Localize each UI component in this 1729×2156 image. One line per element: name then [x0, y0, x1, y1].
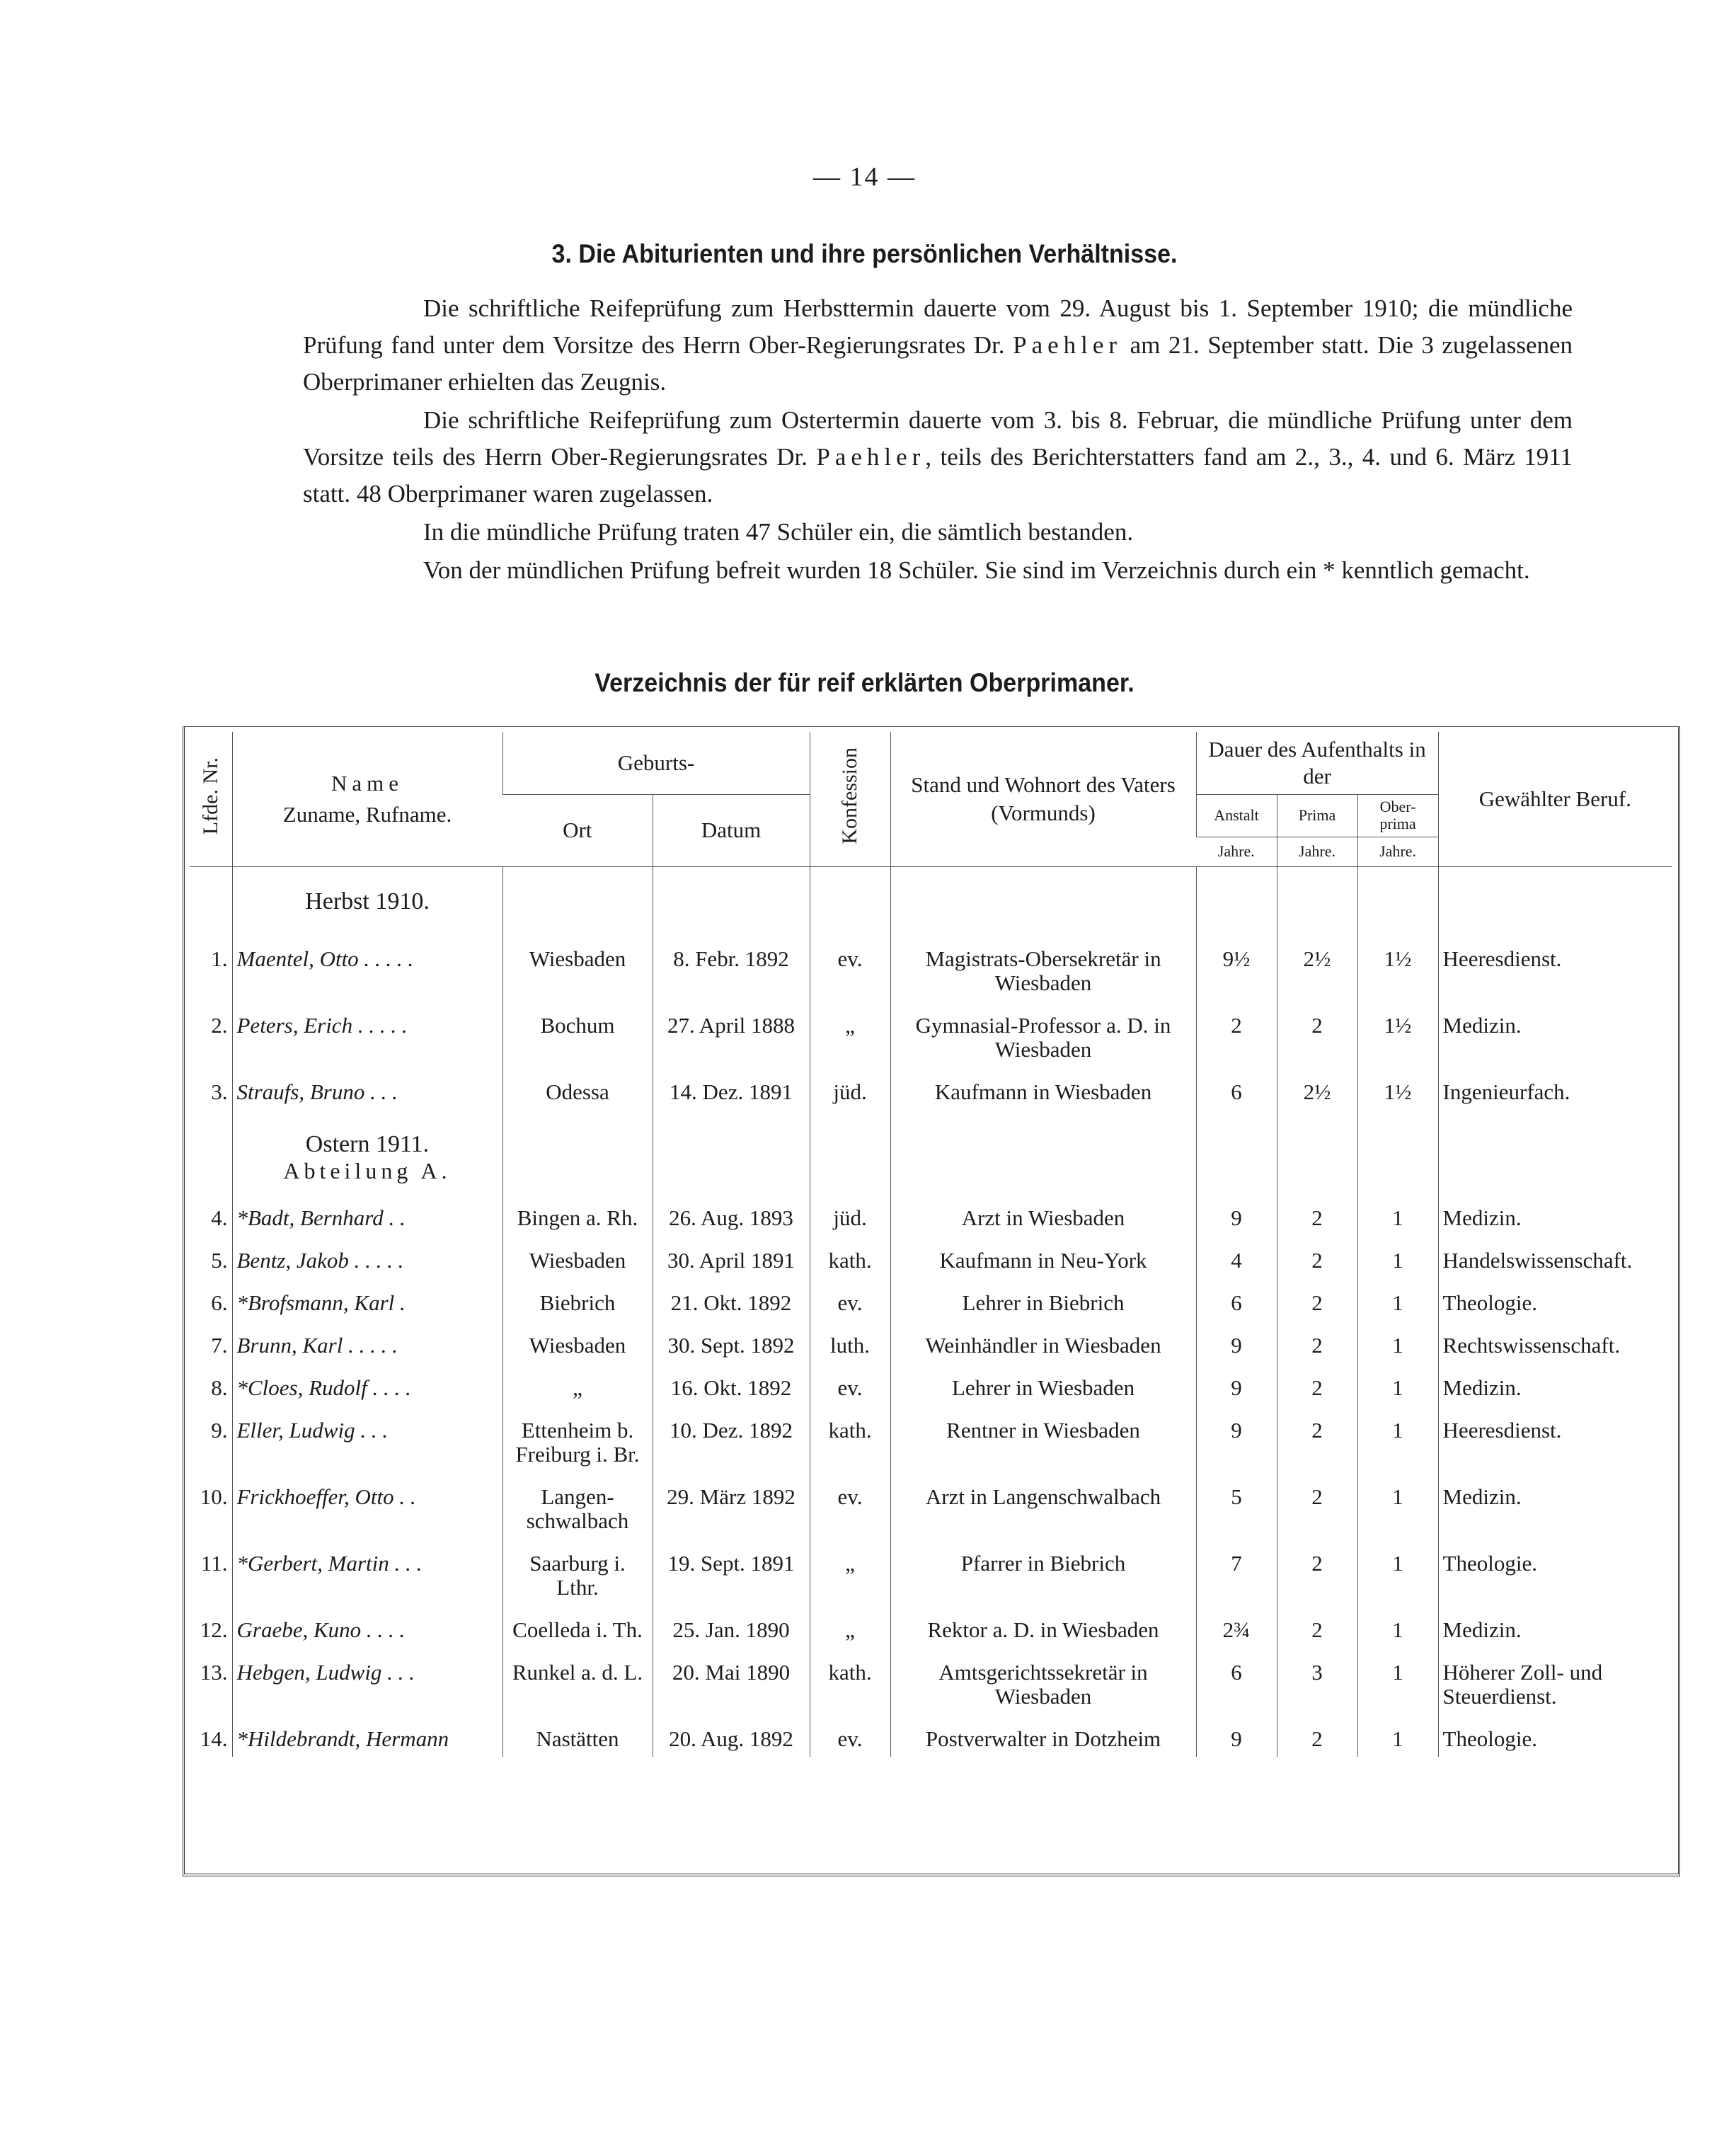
years-anstalt: 6: [1196, 1648, 1277, 1714]
section-title: 3. Die Abiturienten und ihre persönlichen Verhältnisse.: [551, 239, 1178, 268]
header-jahre-prima: Jahre.: [1277, 837, 1357, 866]
table-body-ostern: [190, 1110, 1672, 1193]
header-ort: Ort: [502, 794, 653, 866]
examiner-name: Paehler: [816, 443, 926, 471]
confession: luth.: [810, 1321, 890, 1363]
confession: ev.: [810, 1472, 890, 1539]
chosen-profession: Ingenieurfach.: [1438, 1067, 1672, 1110]
birth-place: „: [502, 1363, 653, 1406]
chosen-profession: Medizin.: [1438, 1363, 1672, 1406]
chosen-profession: Medizin.: [1438, 1001, 1672, 1067]
years-anstalt: 4: [1196, 1236, 1277, 1278]
group-row-abteilung: [190, 1158, 1672, 1193]
years-oberprima: 1: [1357, 1321, 1438, 1363]
birth-place: Ettenheim b. Freiburg i. Br.: [502, 1406, 653, 1472]
years-anstalt: 9: [1196, 1714, 1277, 1757]
student-name: Graebe, Kuno . . . .: [232, 1605, 502, 1648]
father-occupation: Arzt in Wiesbaden: [890, 1193, 1196, 1236]
birth-date: 25. Jan. 1890: [653, 1605, 810, 1648]
header-jahre-oberprima: Jahre.: [1357, 837, 1438, 866]
table-row: [190, 1605, 1672, 1648]
chosen-profession: Theologie.: [1438, 1714, 1672, 1757]
table-row: [190, 1406, 1672, 1472]
confession: ev.: [810, 934, 890, 1001]
years-anstalt: 2: [1196, 1001, 1277, 1067]
intro-paragraph-3: In die mündliche Prüfung traten 47 Schüler ein, die sämtlich bestanden.: [423, 518, 1134, 546]
years-anstalt: 9½: [1196, 934, 1277, 1001]
years-prima: 2: [1277, 1278, 1357, 1321]
student-name: Frickhoeffer, Otto . .: [232, 1472, 502, 1539]
student-name: *Cloes, Rudolf . . . .: [232, 1363, 502, 1406]
father-occupation: Kaufmann in Wiesbaden: [890, 1067, 1196, 1110]
confession: „: [810, 1001, 890, 1067]
intro-paragraph-1: [303, 290, 1573, 401]
years-prima: 2: [1277, 1236, 1357, 1278]
years-oberprima: 1½: [1357, 1001, 1438, 1067]
father-occupation: Lehrer in Biebrich: [890, 1278, 1196, 1321]
header-stand: Stand und Wohnort des Vaters (Vormunds): [890, 732, 1196, 866]
confession: kath.: [810, 1236, 890, 1278]
birth-place: Wiesbaden: [502, 1321, 653, 1363]
birth-date: 30. April 1891: [653, 1236, 810, 1278]
birth-place: Bochum: [502, 1001, 653, 1067]
father-occupation: Arzt in Langenschwalbach: [890, 1472, 1196, 1539]
row-number: 1.: [211, 946, 228, 971]
years-oberprima: 1: [1357, 1605, 1438, 1648]
chosen-profession: Heeresdienst.: [1438, 1406, 1672, 1472]
student-name: Straufs, Bruno . . .: [232, 1067, 502, 1110]
confession: „: [810, 1605, 890, 1648]
page-number: — 14 —: [813, 162, 916, 192]
chosen-profession: Höherer Zoll- und Steuerdienst.: [1438, 1648, 1672, 1714]
confession: ev.: [810, 1278, 890, 1321]
father-occupation: Amtsgerichtssekretär in Wiesbaden: [890, 1648, 1196, 1714]
table-row: [190, 1714, 1672, 1757]
years-oberprima: 1: [1357, 1714, 1438, 1757]
student-name: Maentel, Otto . . . . .: [232, 934, 502, 1001]
confession: jüd.: [810, 1193, 890, 1236]
chosen-profession: Handelswissenschaft.: [1438, 1236, 1672, 1278]
table-row: [190, 1648, 1672, 1714]
table-title: Verzeichnis der für reif erklärten Oberprimaner.: [594, 668, 1135, 697]
intro-p2-part-b: , teils des Berichterstatters fand am 2., 3., 4. und 6. März 1911 statt. 48 Oberprimaner waren zugelassen.: [303, 443, 1573, 508]
student-name: *Hildebrandt, Hermann: [232, 1714, 502, 1757]
table-row: [190, 1067, 1672, 1110]
years-oberprima: 1: [1357, 1539, 1438, 1605]
chosen-profession: Heeresdienst.: [1438, 934, 1672, 1001]
intro-text: [303, 290, 1573, 590]
table-row: [190, 1278, 1672, 1321]
birth-date: 20. Aug. 1892: [653, 1714, 810, 1757]
group-heading-herbst: Herbst 1910.: [232, 866, 502, 934]
chosen-profession: Medizin.: [1438, 1472, 1672, 1539]
years-anstalt: 7: [1196, 1539, 1277, 1605]
years-oberprima: 1: [1357, 1363, 1438, 1406]
birth-date: 27. April 1888: [653, 1001, 810, 1067]
years-anstalt: 6: [1196, 1067, 1277, 1110]
years-oberprima: 1½: [1357, 1067, 1438, 1110]
birth-date: 29. März 1892: [653, 1472, 810, 1539]
table-rows-herbst: [190, 934, 1672, 1110]
table-row: [190, 1539, 1672, 1605]
birth-place: Langen- schwalbach: [502, 1472, 653, 1539]
birth-date: 30. Sept. 1892: [653, 1321, 810, 1363]
chosen-profession: Medizin.: [1438, 1605, 1672, 1648]
birth-place: Bingen a. Rh.: [502, 1193, 653, 1236]
years-prima: 2: [1277, 1193, 1357, 1236]
examiner-name: Paehler: [1013, 331, 1122, 359]
intro-p1-part-b: am 21. September statt. Die 3 zugelassenen Oberprimaner erhielten das Zeugnis.: [303, 331, 1573, 396]
row-number: 2.: [211, 1013, 228, 1038]
student-name: *Badt, Bernhard . .: [232, 1193, 502, 1236]
student-name: Peters, Erich . . . . .: [232, 1001, 502, 1067]
years-prima: 2: [1277, 1363, 1357, 1406]
intro-p2-part-a: Die schriftliche Reifeprüfung zum Ostertermin dauerte vom 3. bis 8. Februar, die mündliche Prüfung unter dem Vorsitze teils des Herrn Ober-Regierungsrates Dr.: [303, 406, 1573, 471]
table-row: [190, 1363, 1672, 1406]
header-name-label: Name: [331, 770, 404, 796]
row-number: 9.: [211, 1418, 228, 1443]
confession: ev.: [810, 1714, 890, 1757]
row-number: 13.: [200, 1660, 228, 1685]
header-anstalt: Anstalt: [1196, 794, 1277, 837]
group-heading-ostern: Ostern 1911.: [232, 1110, 502, 1158]
row-number: 7.: [211, 1333, 228, 1358]
birth-date: 26. Aug. 1893: [653, 1193, 810, 1236]
chosen-profession: Theologie.: [1438, 1539, 1672, 1605]
father-occupation: Rentner in Wiesbaden: [890, 1406, 1196, 1472]
father-occupation: Rektor a. D. in Wiesbaden: [890, 1605, 1196, 1648]
row-number: 14.: [200, 1726, 228, 1751]
years-anstalt: 9: [1196, 1406, 1277, 1472]
row-number: 5.: [211, 1248, 228, 1273]
father-occupation: Postverwalter in Dotzheim: [890, 1714, 1196, 1757]
confession: kath.: [810, 1406, 890, 1472]
years-oberprima: 1: [1357, 1193, 1438, 1236]
intro-p1-part-a: Die schriftliche Reifeprüfung zum Herbsttermin dauerte vom 29. August bis 1. September 1910; die mündliche Prüfung fand unter dem Vorsitze des Herrn Ober-Regierungsrates Dr.: [303, 294, 1573, 359]
birth-place: Odessa: [502, 1067, 653, 1110]
confession: „: [810, 1539, 890, 1605]
years-anstalt: 9: [1196, 1321, 1277, 1363]
years-anstalt: 6: [1196, 1278, 1277, 1321]
student-name: *Brofsmann, Karl .: [232, 1278, 502, 1321]
years-oberprima: 1: [1357, 1278, 1438, 1321]
table-row: [190, 1236, 1672, 1278]
birth-date: 14. Dez. 1891: [653, 1067, 810, 1110]
header-row-1: [190, 732, 1672, 794]
student-name: *Gerbert, Martin . . .: [232, 1539, 502, 1605]
birth-place: Saarburg i. Lthr.: [502, 1539, 653, 1605]
group-heading-abteilung: Abteilung A.: [232, 1158, 502, 1193]
birth-place: Wiesbaden: [502, 1236, 653, 1278]
years-anstalt: 5: [1196, 1472, 1277, 1539]
header-name-sub: Zuname, Rufname.: [282, 801, 452, 827]
confession: jüd.: [810, 1067, 890, 1110]
years-prima: 2: [1277, 1605, 1357, 1648]
header-jahre-anstalt: Jahre.: [1196, 837, 1277, 866]
row-number: 6.: [211, 1290, 228, 1315]
years-prima: 2: [1277, 1321, 1357, 1363]
birth-date: 10. Dez. 1892: [653, 1406, 810, 1472]
row-number: 11.: [200, 1551, 228, 1576]
row-number: 12.: [200, 1617, 228, 1642]
years-oberprima: 1½: [1357, 934, 1438, 1001]
header-geburts: Geburts-: [502, 732, 810, 794]
header-name: [232, 732, 502, 866]
header-datum: Datum: [653, 794, 810, 866]
birth-place: Biebrich: [502, 1278, 653, 1321]
chosen-profession: Medizin.: [1438, 1193, 1672, 1236]
birth-place: Runkel a. d. L.: [502, 1648, 653, 1714]
years-prima: 2½: [1277, 1067, 1357, 1110]
birth-place: Nastätten: [502, 1714, 653, 1757]
birth-date: 16. Okt. 1892: [653, 1363, 810, 1406]
intro-paragraph-2: [303, 402, 1573, 512]
birth-date: 19. Sept. 1891: [653, 1539, 810, 1605]
table-row: [190, 1193, 1672, 1236]
birth-place: Wiesbaden: [502, 934, 653, 1001]
student-name: Bentz, Jakob . . . . .: [232, 1236, 502, 1278]
years-prima: 2: [1277, 1406, 1357, 1472]
row-number: 3.: [211, 1079, 228, 1104]
father-occupation: Pfarrer in Biebrich: [890, 1539, 1196, 1605]
table-rows-ostern: [190, 1193, 1672, 1757]
row-number: 8.: [211, 1375, 228, 1400]
years-oberprima: 1: [1357, 1472, 1438, 1539]
years-prima: 2: [1277, 1001, 1357, 1067]
chosen-profession: Rechtswissenschaft.: [1438, 1321, 1672, 1363]
years-prima: 2: [1277, 1539, 1357, 1605]
chosen-profession: Theologie.: [1438, 1278, 1672, 1321]
father-occupation: Magistrats-Obersekretär in Wiesbaden: [890, 934, 1196, 1001]
father-occupation: Kaufmann in Neu-York: [890, 1236, 1196, 1278]
father-occupation: Weinhändler in Wiesbaden: [890, 1321, 1196, 1363]
confession: kath.: [810, 1648, 890, 1714]
student-name: Hebgen, Ludwig . . .: [232, 1648, 502, 1714]
years-anstalt: 2¾: [1196, 1605, 1277, 1648]
confession: ev.: [810, 1363, 890, 1406]
years-oberprima: 1: [1357, 1406, 1438, 1472]
intro-paragraph-4: Von der mündlichen Prüfung befreit wurden 18 Schüler. Sie sind im Verzeichnis durch ein * kenntlich gemacht.: [423, 556, 1530, 584]
years-oberprima: 1: [1357, 1236, 1438, 1278]
row-number: 10.: [200, 1484, 228, 1509]
table-row: [190, 1472, 1672, 1539]
birth-place: Coelleda i. Th.: [502, 1605, 653, 1648]
header-oberprima: Ober- prima: [1357, 794, 1438, 837]
header-beruf: Gewählter Beruf.: [1438, 732, 1672, 866]
years-prima: 2½: [1277, 934, 1357, 1001]
header-konfession: Konfession: [810, 732, 890, 866]
birth-date: 8. Febr. 1892: [653, 934, 810, 1001]
graduates-table: [190, 732, 1672, 1757]
row-number: 4.: [211, 1205, 228, 1230]
header-lfde-nr: Lfde. Nr.: [190, 732, 232, 866]
student-name: Brunn, Karl . . . . .: [232, 1321, 502, 1363]
table-body-herbst: [190, 866, 1672, 934]
group-row-ostern: [190, 1110, 1672, 1158]
birth-date: 20. Mai 1890: [653, 1648, 810, 1714]
father-occupation: Gymnasial-Professor a. D. in Wiesbaden: [890, 1001, 1196, 1067]
years-anstalt: 9: [1196, 1193, 1277, 1236]
years-anstalt: 9: [1196, 1363, 1277, 1406]
header-prima: Prima: [1277, 794, 1357, 837]
years-prima: 2: [1277, 1472, 1357, 1539]
group-row-herbst: [190, 866, 1672, 934]
table-row: [190, 1321, 1672, 1363]
table-row: [190, 1001, 1672, 1067]
header-dauer: Dauer des Aufenthalts in der: [1196, 732, 1438, 794]
birth-date: 21. Okt. 1892: [653, 1278, 810, 1321]
years-oberprima: 1: [1357, 1648, 1438, 1714]
table-row: [190, 934, 1672, 1001]
father-occupation: Lehrer in Wiesbaden: [890, 1363, 1196, 1406]
years-prima: 2: [1277, 1714, 1357, 1757]
years-prima: 3: [1277, 1648, 1357, 1714]
student-name: Eller, Ludwig . . .: [232, 1406, 502, 1472]
